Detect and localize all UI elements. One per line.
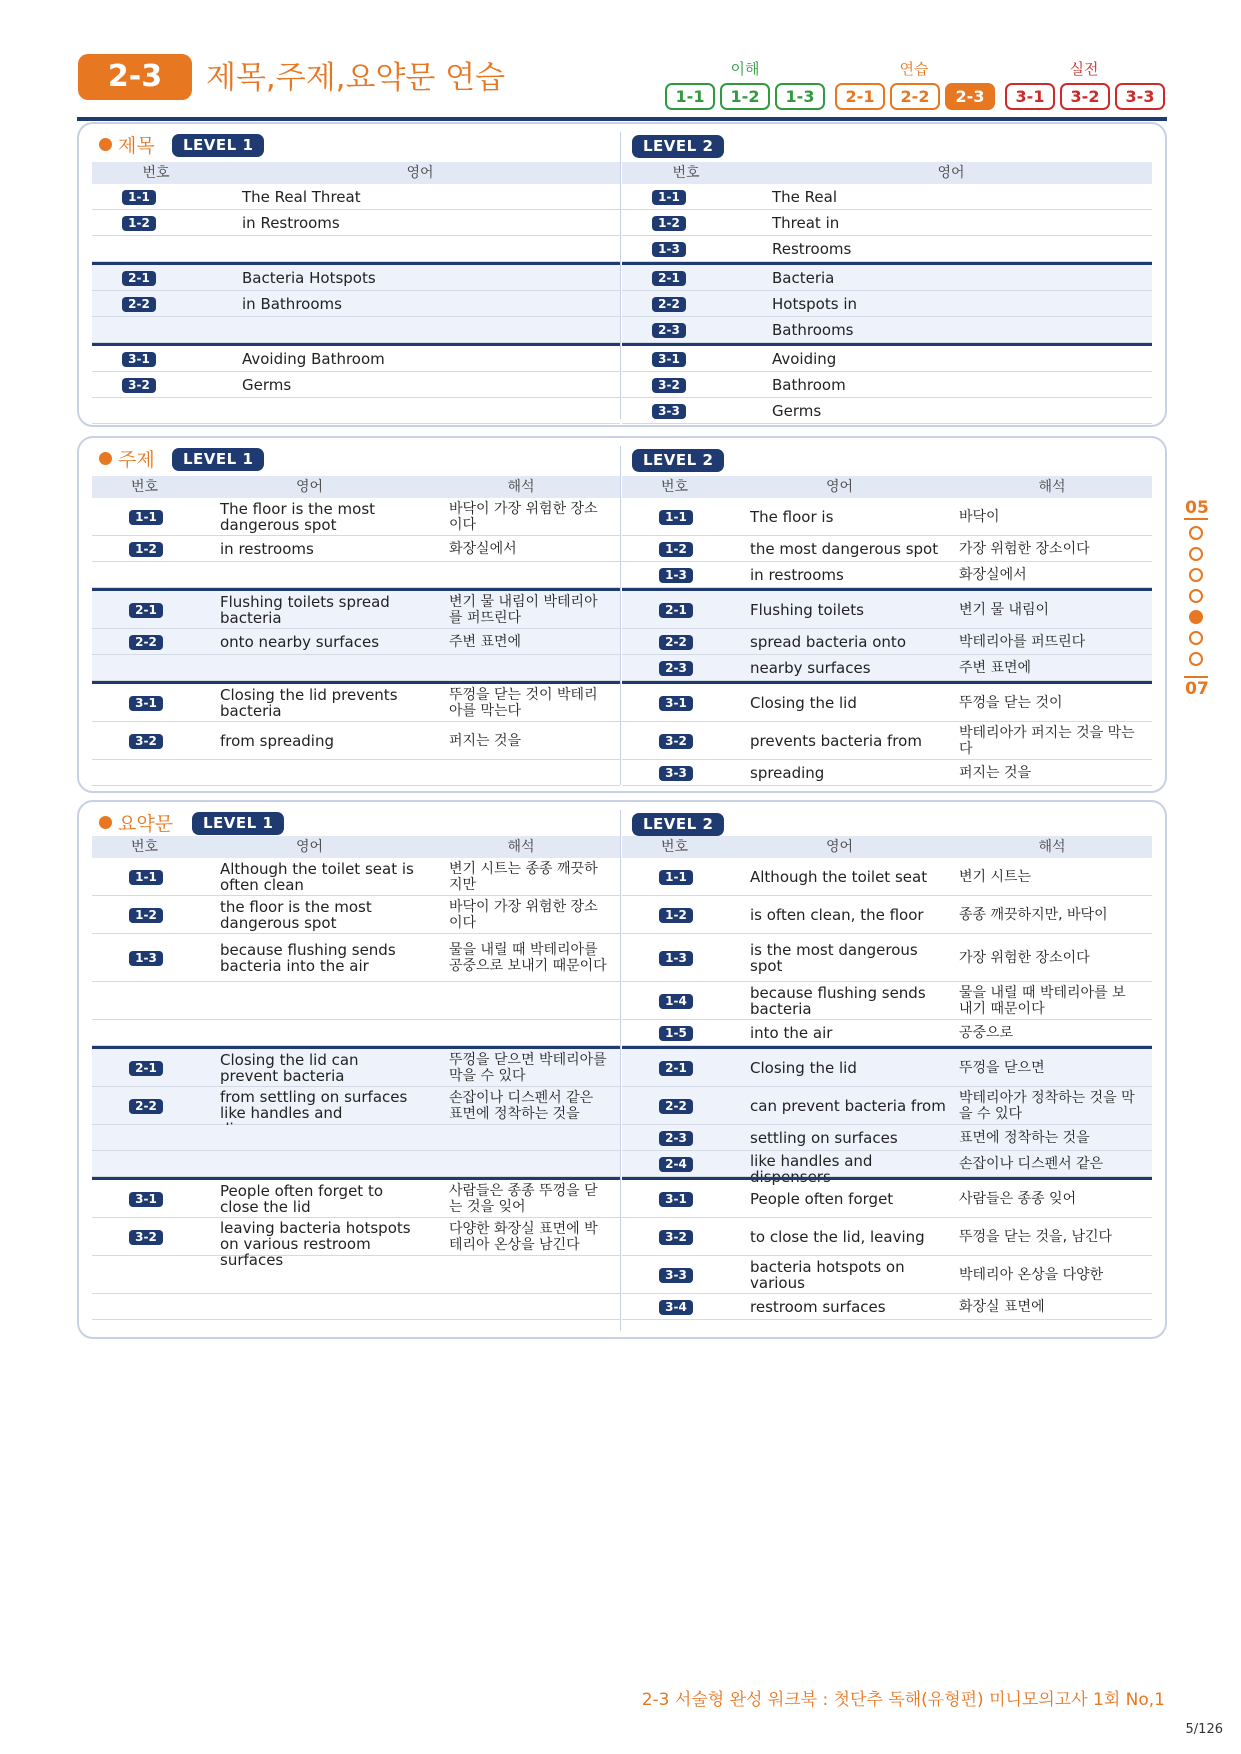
korean-translation: 뚜껑을 닫으면 — [959, 1060, 1045, 1076]
row-number-badge: 1-1 — [122, 190, 156, 205]
table-row — [622, 655, 1152, 681]
column-divider — [620, 132, 621, 419]
col-header-num: 번호 — [672, 165, 700, 181]
table-row — [92, 1256, 620, 1294]
korean-translation: 가장 위험한 장소이다 — [959, 541, 1090, 557]
english-text: Although the toilet seat is often clean — [220, 860, 414, 894]
table-row — [92, 236, 620, 262]
korean-translation: 바닥이 — [959, 509, 1000, 525]
korean-translation: 가장 위험한 장소이다 — [959, 950, 1090, 966]
table-row — [622, 1020, 1152, 1046]
table-row — [92, 536, 620, 562]
nav-3-2[interactable]: 3-2 — [1060, 83, 1110, 110]
english-text: Closing the lid can prevent bacteria — [220, 1051, 359, 1085]
table-row — [92, 291, 620, 317]
korean-translation: 변기 물 내림이 박테리아를 퍼뜨린다 — [449, 594, 598, 626]
english-text: nearby surfaces — [750, 659, 871, 677]
table-row — [622, 1294, 1152, 1320]
row-number-badge: 3-2 — [129, 734, 163, 749]
level1-badge: LEVEL 1 — [192, 812, 284, 835]
english-text: Although the toilet seat — [750, 868, 928, 886]
table-row — [92, 398, 620, 424]
nav-1-1[interactable]: 1-1 — [665, 83, 715, 110]
korean-translation: 화장실에서 — [959, 567, 1027, 583]
table-row — [622, 629, 1152, 655]
english-text: Bacteria — [772, 269, 835, 287]
table-row — [92, 1087, 620, 1125]
korean-translation: 표면에 정착하는 것을 — [959, 1130, 1090, 1146]
section-heading: 주제 — [99, 448, 155, 472]
row-number-badge: 2-3 — [652, 323, 686, 338]
col-header-eng: 영어 — [825, 839, 854, 855]
row-number-badge: 1-1 — [652, 190, 686, 205]
table-header — [622, 162, 1152, 184]
table-row — [622, 684, 1152, 722]
english-text: from spreading — [220, 732, 334, 750]
table-row — [92, 346, 620, 372]
row-number-badge: 1-2 — [652, 216, 686, 231]
table-row — [622, 1049, 1152, 1087]
korean-translation: 변기 시트는 종종 깨끗하지만 — [449, 861, 598, 893]
nav-2-2[interactable]: 2-2 — [890, 83, 940, 110]
table-row — [92, 1151, 620, 1177]
side-nav-line — [1184, 518, 1208, 520]
english-text: settling on surfaces — [750, 1129, 898, 1147]
english-text: in restrooms — [750, 566, 844, 584]
column-divider — [620, 810, 621, 1331]
english-text: the most dangerous spot — [750, 540, 939, 558]
table-row — [92, 1125, 620, 1151]
korean-translation: 퍼지는 것을 — [959, 765, 1032, 781]
row-number-badge: 2-2 — [122, 297, 156, 312]
english-text: like handles and — [750, 1152, 873, 1170]
english-text: in Bathrooms — [242, 295, 342, 313]
table-row — [622, 1151, 1152, 1177]
row-number-badge: 1-3 — [659, 568, 693, 583]
korean-translation: 물을 내릴 때 박테리아를 보내기 때문이다 — [959, 985, 1126, 1017]
table-row — [92, 655, 620, 681]
section-title — [77, 122, 1167, 427]
bullet-dot-icon — [99, 138, 112, 151]
table-row — [622, 498, 1152, 536]
english-text: Hotspots in — [772, 295, 857, 313]
row-number-badge: 3-1 — [659, 1192, 693, 1207]
korean-translation: 종종 깨끗하지만, 바닥이 — [959, 907, 1108, 923]
col-header-num: 번호 — [142, 165, 170, 181]
english-text: Bathroom — [772, 376, 846, 394]
row-number-badge: 3-2 — [659, 1230, 693, 1245]
korean-translation: 화장실 표면에 — [959, 1299, 1045, 1315]
row-number-badge: 2-1 — [129, 1061, 163, 1076]
col-header-eng: 영어 — [295, 479, 324, 495]
table-row — [622, 858, 1152, 896]
korean-translation: 퍼지는 것을 — [449, 733, 522, 749]
english-text: because flushing sends bacteria — [750, 984, 926, 1018]
english-text: restroom surfaces — [750, 1298, 886, 1316]
english-text: spread bacteria onto — [750, 633, 906, 651]
row-number-badge: 2-4 — [659, 1157, 693, 1172]
level1-table — [92, 836, 620, 1334]
english-text: People often forget — [750, 1190, 894, 1208]
col-header-eng: 영어 — [937, 165, 965, 181]
english-text: because flushing sends bacteria into the air — [220, 941, 396, 975]
col-header-num: 번호 — [660, 839, 689, 855]
korean-translation: 박테리아 온상을 다양한 — [959, 1267, 1104, 1283]
row-number-badge: 3-3 — [659, 766, 693, 781]
col-header-kor: 해석 — [507, 479, 535, 495]
row-number-badge: 2-2 — [129, 635, 163, 650]
side-nav-dot[interactable] — [1189, 589, 1203, 603]
table-row — [622, 346, 1152, 372]
bullet-dot-icon — [99, 452, 112, 465]
row-number-badge: 2-3 — [659, 661, 693, 676]
korean-translation: 박테리아가 퍼지는 것을 막는다 — [959, 725, 1135, 757]
english-text: Bacteria Hotspots — [242, 269, 376, 287]
table-row — [92, 372, 620, 398]
korean-translation: 공중으로 — [959, 1025, 1014, 1041]
level1-badge: LEVEL 1 — [172, 448, 264, 471]
row-number-badge: 2-1 — [129, 603, 163, 618]
level2-table — [622, 476, 1152, 788]
section-heading: 요약문 — [99, 812, 173, 836]
table-row — [622, 982, 1152, 1020]
row-number-badge: 3-1 — [122, 352, 156, 367]
english-text: in Restrooms — [242, 214, 340, 232]
row-number-badge: 3-2 — [652, 378, 686, 393]
table-header — [622, 476, 1152, 498]
row-number-badge: 1-3 — [652, 242, 686, 257]
table-row — [622, 265, 1152, 291]
unit-badge: 2-3 — [78, 54, 192, 100]
level1-table — [92, 476, 620, 788]
english-text: The floor is — [750, 508, 834, 526]
table-row — [622, 934, 1152, 982]
row-number-badge: 1-2 — [659, 542, 693, 557]
row-number-badge: 2-1 — [659, 1061, 693, 1076]
english-text: Restrooms — [772, 240, 852, 258]
table-row — [622, 1180, 1152, 1218]
level2-badge: LEVEL 2 — [632, 813, 724, 836]
row-number-badge: 2-2 — [659, 635, 693, 650]
table-row — [92, 1049, 620, 1087]
row-number-badge: 2-2 — [129, 1099, 163, 1114]
korean-translation: 뚜껑을 닫으면 박테리아를 막을 수 있다 — [449, 1052, 607, 1084]
table-header — [92, 836, 620, 858]
korean-translation: 뚜껑을 닫는 것이 박테리아를 막는다 — [449, 687, 598, 719]
row-number-badge: 1-1 — [659, 510, 693, 525]
row-number-badge: 2-3 — [659, 1131, 693, 1146]
side-nav-dot-active[interactable] — [1189, 610, 1203, 624]
row-number-badge: 2-1 — [652, 271, 686, 286]
level2-table — [622, 836, 1152, 1334]
english-text: Avoiding — [772, 350, 837, 368]
page-title: 제목,주제,요약문 연습 — [206, 60, 506, 96]
table-row — [92, 317, 620, 343]
section-summary — [77, 800, 1167, 1339]
row-number-badge: 1-1 — [129, 870, 163, 885]
english-text: Flushing toilets — [750, 601, 864, 619]
table-row — [622, 210, 1152, 236]
table-row — [92, 684, 620, 722]
level2-table — [622, 162, 1152, 422]
table-row — [622, 1218, 1152, 1256]
english-text: onto nearby surfaces — [220, 633, 380, 651]
row-number-badge: 3-1 — [652, 352, 686, 367]
row-number-badge: 1-3 — [659, 951, 693, 966]
group-label-understand: 이해 — [730, 60, 760, 78]
side-nav-dot[interactable] — [1189, 631, 1203, 645]
table-row — [92, 1218, 620, 1269]
table-row — [92, 982, 620, 1020]
row-number-badge: 3-2 — [129, 1230, 163, 1245]
row-number-badge: 1-2 — [129, 542, 163, 557]
row-number-badge: 3-2 — [659, 734, 693, 749]
table-row — [92, 1294, 620, 1320]
korean-translation: 화장실에서 — [449, 541, 517, 557]
english-text: spreading — [750, 764, 825, 782]
nav-2-3[interactable]: 2-3 — [945, 83, 995, 110]
table-row — [92, 629, 620, 655]
side-nav-start: 05 — [1185, 498, 1209, 518]
row-number-badge: 3-4 — [659, 1300, 693, 1315]
english-text: leaving bacteria hotspots on various restroom surfaces — [220, 1219, 411, 1269]
korean-translation: 손잡이나 디스펜서 같은 표면에 정착하는 것을 — [449, 1090, 594, 1122]
english-text: Avoiding Bathroom — [242, 350, 385, 368]
row-number-badge: 3-2 — [122, 378, 156, 393]
row-number-badge: 3-3 — [652, 404, 686, 419]
group-label-real: 실전 — [1069, 60, 1099, 78]
row-number-badge: 1-3 — [129, 951, 163, 966]
nav-1-3[interactable]: 1-3 — [775, 83, 825, 110]
level2-badge: LEVEL 2 — [632, 449, 724, 472]
table-row — [622, 236, 1152, 262]
english-text: prevents bacteria from — [750, 732, 922, 750]
table-row — [92, 265, 620, 291]
table-row — [92, 934, 620, 982]
col-header-kor: 해석 — [507, 839, 535, 855]
table-row — [92, 562, 620, 588]
row-number-badge: 1-2 — [659, 908, 693, 923]
english-text: from settling on surfaces like handles and — [220, 1088, 408, 1122]
group-label-practice: 연습 — [899, 60, 929, 78]
col-header-eng: 영어 — [406, 165, 434, 181]
table-row — [92, 184, 620, 210]
side-nav-end: 07 — [1185, 679, 1209, 699]
english-text: can prevent bacteria from — [750, 1097, 946, 1115]
english-text: Threat in — [772, 214, 840, 232]
table-row — [622, 1125, 1152, 1151]
korean-translation: 박테리아가 정착하는 것을 막을 수 있다 — [959, 1090, 1135, 1122]
table-row — [92, 1020, 620, 1046]
table-row — [622, 317, 1152, 343]
table-row — [622, 562, 1152, 588]
english-text: Germs — [772, 402, 822, 420]
english-text: the floor is the most dangerous spot — [220, 898, 372, 932]
table-header — [92, 162, 620, 184]
row-number-badge: 1-2 — [129, 908, 163, 923]
col-header-num: 번호 — [130, 839, 159, 855]
table-row — [92, 210, 620, 236]
english-text: The Real — [772, 188, 838, 206]
row-number-badge: 2-2 — [659, 1099, 693, 1114]
table-header — [92, 476, 620, 498]
level1-table — [92, 162, 620, 422]
english-text: Closing the lid — [750, 1059, 857, 1077]
footer-text: 2-3 서술형 완성 워크북 : 첫단추 독해(유형편) 미니모의고사 1회 No,1 — [641, 1690, 1165, 1710]
english-text: The Real Threat — [242, 188, 361, 206]
row-number-badge: 1-1 — [129, 510, 163, 525]
korean-translation: 다양한 화장실 표면에 박테리아 온상을 남긴다 — [449, 1221, 598, 1253]
col-header-num: 번호 — [660, 479, 689, 495]
col-header-eng: 영어 — [825, 479, 854, 495]
side-nav-dot[interactable] — [1189, 652, 1203, 666]
column-divider — [620, 446, 621, 785]
col-header-eng: 영어 — [295, 839, 324, 855]
english-text: Germs — [242, 376, 292, 394]
table-row — [622, 536, 1152, 562]
table-row — [92, 760, 620, 786]
nav-2-1[interactable]: 2-1 — [835, 83, 885, 110]
korean-translation: 뚜껑을 닫는 것을, 남긴다 — [959, 1229, 1113, 1245]
side-nav-dot[interactable] — [1189, 526, 1203, 540]
section-heading: 제목 — [99, 134, 155, 158]
page-number: 5/126 — [1185, 1722, 1223, 1737]
korean-translation: 변기 물 내림이 — [959, 602, 1050, 618]
table-row — [622, 591, 1152, 629]
korean-translation: 변기 시트는 — [959, 869, 1032, 885]
korean-translation: 사람들은 종종 뚜껑을 닫는 것을 잊어 — [449, 1183, 598, 1215]
row-number-badge: 2-1 — [659, 603, 693, 618]
korean-translation: 손잡이나 디스펜서 같은 — [959, 1156, 1104, 1172]
english-text: in restrooms — [220, 540, 314, 558]
level2-badge: LEVEL 2 — [632, 135, 724, 158]
table-row — [622, 291, 1152, 317]
row-number-badge: 1-4 — [659, 994, 693, 1009]
korean-translation: 뚜껑을 닫는 것이 — [959, 695, 1063, 711]
table-row — [92, 896, 620, 934]
table-row — [92, 591, 620, 629]
korean-translation: 주변 표면에 — [449, 634, 522, 650]
row-number-badge: 3-1 — [129, 1192, 163, 1207]
col-header-kor: 해석 — [1038, 479, 1066, 495]
korean-translation: 주변 표면에 — [959, 660, 1032, 676]
nav-1-2[interactable]: 1-2 — [720, 83, 770, 110]
row-number-badge: 1-5 — [659, 1026, 693, 1041]
side-nav-line — [1184, 676, 1208, 678]
table-row — [622, 1256, 1152, 1294]
table-row — [92, 858, 620, 896]
table-row — [622, 1087, 1152, 1125]
row-number-badge: 1-2 — [122, 216, 156, 231]
table-row — [92, 722, 620, 760]
level1-badge: LEVEL 1 — [172, 134, 264, 157]
nav-3-1[interactable]: 3-1 — [1005, 83, 1055, 110]
section-theme — [77, 436, 1167, 793]
english-text: Closing the lid — [750, 694, 857, 712]
english-text: is often clean, the floor — [750, 906, 924, 924]
col-header-kor: 해석 — [1038, 839, 1066, 855]
table-row — [622, 896, 1152, 934]
header-rule — [77, 117, 1167, 121]
nav-3-3[interactable]: 3-3 — [1115, 83, 1165, 110]
english-text: into the air — [750, 1024, 833, 1042]
english-text: Bathrooms — [772, 321, 854, 339]
table-row — [622, 398, 1152, 424]
col-header-num: 번호 — [130, 479, 159, 495]
table-row — [622, 372, 1152, 398]
row-number-badge: 3-1 — [129, 696, 163, 711]
bullet-dot-icon — [99, 816, 112, 829]
english-text: Flushing toilets spread bacteria — [220, 593, 390, 627]
table-row — [92, 498, 620, 536]
table-row — [622, 722, 1152, 760]
table-row — [92, 1180, 620, 1218]
table-row — [622, 184, 1152, 210]
table-row — [622, 760, 1152, 786]
english-text: bacteria hotspots on various — [750, 1258, 905, 1292]
row-number-badge: 2-1 — [122, 271, 156, 286]
korean-translation: 물을 내릴 때 박테리아를 공중으로 보내기 때문이다 — [449, 942, 607, 974]
side-nav-dot[interactable] — [1189, 568, 1203, 582]
english-text: The floor is the most dangerous spot — [220, 500, 376, 534]
table-header — [622, 836, 1152, 858]
row-number-badge: 3-3 — [659, 1268, 693, 1283]
korean-translation: 박테리아를 퍼뜨린다 — [959, 634, 1086, 650]
korean-translation: 바닥이 가장 위험한 장소이다 — [449, 899, 598, 931]
korean-translation: 바닥이 가장 위험한 장소이다 — [449, 501, 598, 533]
row-number-badge: 2-2 — [652, 297, 686, 312]
korean-translation: 사람들은 종종 잊어 — [959, 1191, 1077, 1207]
english-text: People often forget to close the lid — [220, 1182, 384, 1216]
english-text: is the most dangerous spot — [750, 941, 918, 975]
row-number-badge: 1-1 — [659, 870, 693, 885]
english-text: Closing the lid prevents bacteria — [220, 686, 398, 720]
row-number-badge: 3-1 — [659, 696, 693, 711]
english-text: to close the lid, leaving — [750, 1228, 925, 1246]
side-nav-dot[interactable] — [1189, 547, 1203, 561]
